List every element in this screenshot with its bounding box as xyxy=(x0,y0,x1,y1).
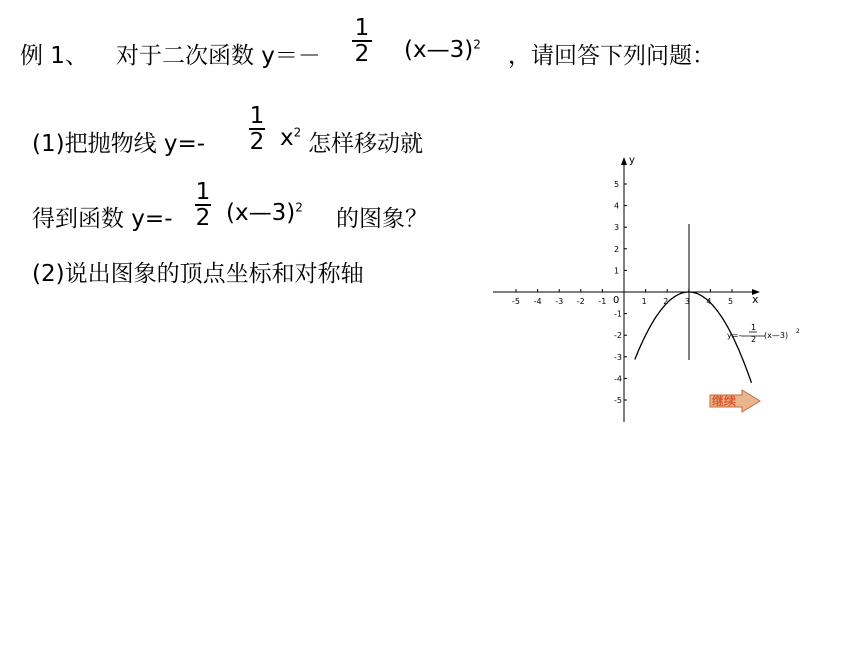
eq-exp: 2 xyxy=(796,328,800,335)
x-tick-label: 3 xyxy=(684,297,690,306)
x-tick-label: 4 xyxy=(706,297,712,306)
q1-exponent2: 2 xyxy=(295,200,303,215)
eq-prefix: y=- xyxy=(727,331,742,340)
title-suffix: ，请回答下列问题： xyxy=(508,43,715,69)
eq-expr: (x—3) xyxy=(764,331,789,340)
y-tick-label: 3 xyxy=(614,223,620,233)
y-tick-label: -2 xyxy=(614,331,622,341)
y-tick-label: -4 xyxy=(614,374,622,384)
x-tick-label: 2 xyxy=(663,297,669,306)
x-tick-label: 5 xyxy=(728,297,734,306)
title-expr: (x—3) xyxy=(404,37,474,63)
continue-label: 继续 xyxy=(712,394,737,408)
x-tick-label: -4 xyxy=(533,297,542,306)
x-tick-label: -2 xyxy=(576,297,585,306)
q1-frac-den: 2 xyxy=(249,129,265,155)
title-frac-num: 1 xyxy=(354,15,370,41)
title-frac-den: 2 xyxy=(354,41,370,67)
continue-button[interactable] xyxy=(708,389,762,413)
origin-label: 0 xyxy=(613,295,620,306)
q1-tail: 怎样移动就 xyxy=(308,131,423,157)
eq-den: 2 xyxy=(751,335,757,344)
x-tick-label: -3 xyxy=(555,297,564,306)
q1-line2-tail: 的图象？ xyxy=(336,206,428,232)
x-tick-label: 1 xyxy=(641,297,647,306)
y-tick-label: -3 xyxy=(614,352,622,362)
x-tick-label: -5 xyxy=(512,297,520,306)
y-tick-label: -1 xyxy=(614,309,622,319)
y-axis-arrow xyxy=(621,157,627,165)
q1-label: (1)把抛物线 y=- xyxy=(32,131,206,157)
q1-expr: (x—3) xyxy=(226,200,296,226)
title-prefix: 例 1、 xyxy=(20,43,88,69)
eq-num: 1 xyxy=(751,323,757,332)
q1-frac2-den: 2 xyxy=(195,205,211,231)
x-tick-label: -1 xyxy=(598,297,607,306)
y-tick-label: 4 xyxy=(614,201,620,211)
y-tick-label: 2 xyxy=(614,244,620,254)
q1-exponent: 2 xyxy=(293,125,302,140)
q1-frac-num: 1 xyxy=(249,103,265,129)
title-exponent: 2 xyxy=(473,37,481,52)
y-tick-label: 1 xyxy=(614,266,620,276)
y-axis-label: y xyxy=(629,155,635,166)
q1-frac2-num: 1 xyxy=(195,179,211,205)
q1-x: x xyxy=(280,125,294,151)
title-text: 对于二次函数 y＝－ xyxy=(116,43,321,69)
q1-line2-pre: 得到函数 y=- xyxy=(32,206,173,232)
y-tick-label: 5 xyxy=(614,180,620,189)
q2-text: (2)说出图象的顶点坐标和对称轴 xyxy=(32,261,364,287)
y-tick-label: -5 xyxy=(614,396,622,405)
x-axis-label: x xyxy=(752,293,759,306)
